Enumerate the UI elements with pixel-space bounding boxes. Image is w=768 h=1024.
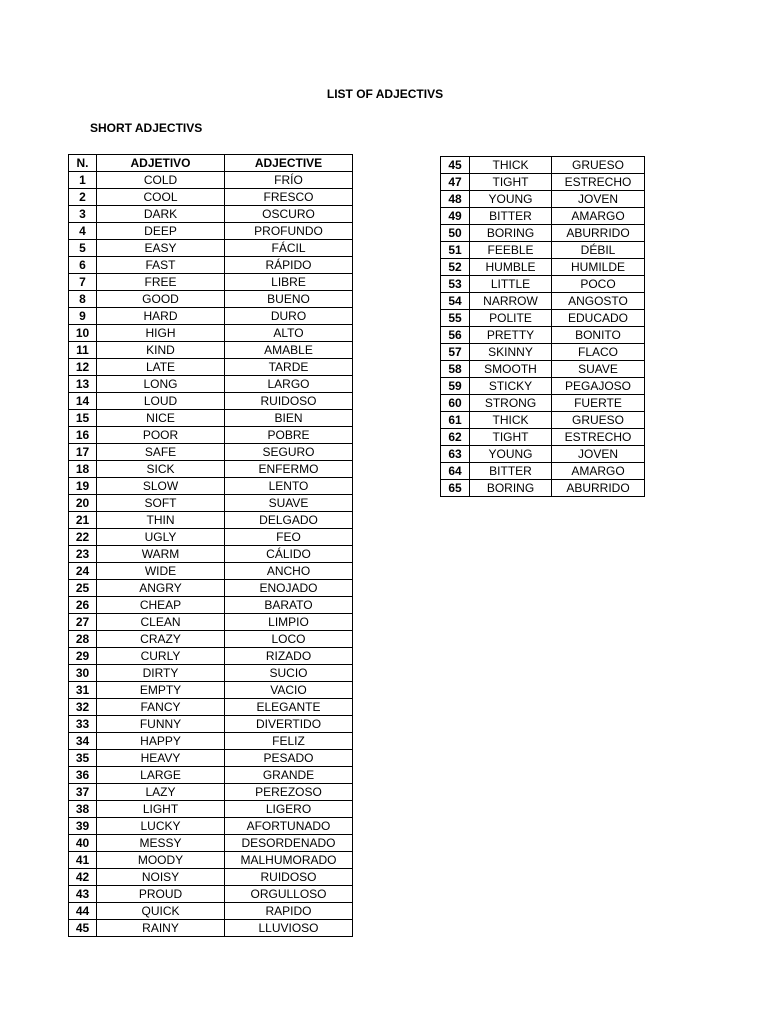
adjective-cell: AMARGO [552, 208, 645, 225]
adjective-cell: SUAVE [225, 495, 353, 512]
table-row [441, 480, 645, 497]
adjetivo-cell: THIN [97, 512, 225, 529]
adjective-cell: RUIDOSO [225, 869, 353, 886]
row-number: 63 [441, 446, 470, 463]
row-number: 41 [69, 852, 97, 869]
adjetivo-cell: COLD [97, 172, 225, 189]
row-number: 20 [69, 495, 97, 512]
adjetivo-cell: YOUNG [470, 446, 552, 463]
adjective-cell: LIMPIO [225, 614, 353, 631]
table-row [441, 412, 645, 429]
adjective-cell: FLACO [552, 344, 645, 361]
adjetivo-cell: LITTLE [470, 276, 552, 293]
adjective-cell: MALHUMORADO [225, 852, 353, 869]
table-row [69, 410, 353, 427]
row-number: 5 [69, 240, 97, 257]
table-row [69, 580, 353, 597]
adjetivo-cell: TIGHT [470, 429, 552, 446]
adjetivo-cell: HIGH [97, 325, 225, 342]
table-row [69, 665, 353, 682]
table-row [69, 393, 353, 410]
adjetivo-cell: STICKY [470, 378, 552, 395]
adjective-cell: TARDE [225, 359, 353, 376]
adjetivo-cell: FAST [97, 257, 225, 274]
adjetivo-cell: CURLY [97, 648, 225, 665]
adjetivo-cell: MOODY [97, 852, 225, 869]
adjective-cell: FELIZ [225, 733, 353, 750]
row-number: 33 [69, 716, 97, 733]
row-number: 51 [441, 242, 470, 259]
row-number: 9 [69, 308, 97, 325]
adjetivo-cell: KIND [97, 342, 225, 359]
adjective-cell: DÉBIL [552, 242, 645, 259]
adjetivo-cell: LONG [97, 376, 225, 393]
row-number: 42 [69, 869, 97, 886]
header-adjective: ADJECTIVE [225, 155, 353, 172]
table-row [69, 614, 353, 631]
adjective-cell: LENTO [225, 478, 353, 495]
row-number: 50 [441, 225, 470, 242]
adjective-cell: DURO [225, 308, 353, 325]
adjetivo-cell: HEAVY [97, 750, 225, 767]
table-row [69, 648, 353, 665]
row-number: 13 [69, 376, 97, 393]
row-number: 16 [69, 427, 97, 444]
adjective-cell: ORGULLOSO [225, 886, 353, 903]
adjetivo-cell: QUICK [97, 903, 225, 920]
row-number: 27 [69, 614, 97, 631]
adjective-cell: RÁPIDO [225, 257, 353, 274]
adjetivo-cell: SLOW [97, 478, 225, 495]
adjetivo-cell: LATE [97, 359, 225, 376]
adjective-cell: SUCIO [225, 665, 353, 682]
adjetivo-cell: FEEBLE [470, 242, 552, 259]
header-adjetivo: ADJETIVO [97, 155, 225, 172]
row-number: 23 [69, 546, 97, 563]
adjetivo-cell: SOFT [97, 495, 225, 512]
table-row [69, 240, 353, 257]
adjetivo-cell: FANCY [97, 699, 225, 716]
row-number: 22 [69, 529, 97, 546]
adjective-cell: FRESCO [225, 189, 353, 206]
table-row [69, 563, 353, 580]
table-row [441, 310, 645, 327]
adjective-cell: GRANDE [225, 767, 353, 784]
row-number: 7 [69, 274, 97, 291]
row-number: 54 [441, 293, 470, 310]
adjetivo-cell: BORING [470, 225, 552, 242]
adjetivo-cell: GOOD [97, 291, 225, 308]
adjetivo-cell: LUCKY [97, 818, 225, 835]
adjective-cell: SUAVE [552, 361, 645, 378]
adjective-cell: DESORDENADO [225, 835, 353, 852]
adjective-cell: ENOJADO [225, 580, 353, 597]
row-number: 32 [69, 699, 97, 716]
table-row [441, 344, 645, 361]
table-row [441, 327, 645, 344]
row-number: 24 [69, 563, 97, 580]
table-row [69, 172, 353, 189]
table-body-left [69, 172, 353, 937]
row-number: 4 [69, 223, 97, 240]
adjective-cell: AMABLE [225, 342, 353, 359]
adjective-cell: BONITO [552, 327, 645, 344]
adjective-cell: ABURRIDO [552, 480, 645, 497]
table-row [69, 444, 353, 461]
adjetivo-cell: BITTER [470, 463, 552, 480]
row-number: 36 [69, 767, 97, 784]
table-row [69, 886, 353, 903]
row-number: 57 [441, 344, 470, 361]
row-number: 14 [69, 393, 97, 410]
row-number: 64 [441, 463, 470, 480]
adjective-cell: PEGAJOSO [552, 378, 645, 395]
adjective-cell: ALTO [225, 325, 353, 342]
adjetivo-cell: LAZY [97, 784, 225, 801]
table-row [441, 463, 645, 480]
table-row [69, 512, 353, 529]
table-body-right [441, 157, 645, 497]
table-row [69, 682, 353, 699]
table-row [69, 206, 353, 223]
adjetivo-cell: LARGE [97, 767, 225, 784]
adjetivo-cell: YOUNG [470, 191, 552, 208]
row-number: 62 [441, 429, 470, 446]
table-row [69, 291, 353, 308]
adjetivo-cell: SMOOTH [470, 361, 552, 378]
row-number: 65 [441, 480, 470, 497]
adjective-cell: ANCHO [225, 563, 353, 580]
row-number: 10 [69, 325, 97, 342]
adjective-cell: FUERTE [552, 395, 645, 412]
adjetivo-cell: HUMBLE [470, 259, 552, 276]
row-number: 17 [69, 444, 97, 461]
row-number: 52 [441, 259, 470, 276]
table-row [69, 495, 353, 512]
table-row [69, 529, 353, 546]
adjective-cell: LLUVIOSO [225, 920, 353, 937]
table-header-row [69, 155, 353, 172]
row-number: 6 [69, 257, 97, 274]
adjective-cell: SEGURO [225, 444, 353, 461]
table-row [69, 461, 353, 478]
adjective-cell: ENFERMO [225, 461, 353, 478]
adjective-cell: LARGO [225, 376, 353, 393]
section-subtitle: SHORT ADJECTIVS [90, 121, 203, 135]
row-number: 35 [69, 750, 97, 767]
adjetivo-cell: RAINY [97, 920, 225, 937]
table-row [69, 818, 353, 835]
adjetivo-cell: CRAZY [97, 631, 225, 648]
table-row [69, 359, 353, 376]
adjective-cell: RAPIDO [225, 903, 353, 920]
adjective-cell: ESTRECHO [552, 174, 645, 191]
adjetivo-cell: WARM [97, 546, 225, 563]
row-number: 1 [69, 172, 97, 189]
table-row [69, 750, 353, 767]
adjetivo-cell: BORING [470, 480, 552, 497]
adjective-cell: PROFUNDO [225, 223, 353, 240]
row-number: 15 [69, 410, 97, 427]
table-row [69, 733, 353, 750]
adjetivo-cell: SAFE [97, 444, 225, 461]
adjetivo-cell: STRONG [470, 395, 552, 412]
table-row [441, 259, 645, 276]
row-number: 21 [69, 512, 97, 529]
adjetivo-cell: CLEAN [97, 614, 225, 631]
row-number: 56 [441, 327, 470, 344]
table-row [69, 546, 353, 563]
adjective-cell: JOVEN [552, 446, 645, 463]
table-row [441, 208, 645, 225]
table-row [69, 308, 353, 325]
adjetivo-cell: DEEP [97, 223, 225, 240]
row-number: 19 [69, 478, 97, 495]
row-number: 29 [69, 648, 97, 665]
adjetivo-cell: PROUD [97, 886, 225, 903]
row-number: 8 [69, 291, 97, 308]
adjetivo-cell: THICK [470, 412, 552, 429]
row-number: 48 [441, 191, 470, 208]
adjetivo-cell: FREE [97, 274, 225, 291]
adjective-cell: FRÍO [225, 172, 353, 189]
adjective-cell: EDUCADO [552, 310, 645, 327]
adjective-cell: DIVERTIDO [225, 716, 353, 733]
row-number: 37 [69, 784, 97, 801]
row-number: 31 [69, 682, 97, 699]
table-row [69, 189, 353, 206]
adjective-cell: POCO [552, 276, 645, 293]
adjective-cell: DELGADO [225, 512, 353, 529]
row-number: 53 [441, 276, 470, 293]
adjetivo-cell: EASY [97, 240, 225, 257]
adjetivo-cell: COOL [97, 189, 225, 206]
row-number: 49 [441, 208, 470, 225]
row-number: 58 [441, 361, 470, 378]
row-number: 59 [441, 378, 470, 395]
adjetivo-cell: SKINNY [470, 344, 552, 361]
table-row [69, 631, 353, 648]
table-row [69, 716, 353, 733]
adjetivo-cell: MESSY [97, 835, 225, 852]
adjetivo-cell: FUNNY [97, 716, 225, 733]
adjetivo-cell: EMPTY [97, 682, 225, 699]
adjective-cell: RUIDOSO [225, 393, 353, 410]
table-row [69, 376, 353, 393]
adjective-cell: ABURRIDO [552, 225, 645, 242]
row-number: 11 [69, 342, 97, 359]
table-row [441, 293, 645, 310]
row-number: 44 [69, 903, 97, 920]
adjetivo-cell: WIDE [97, 563, 225, 580]
adjective-cell: LIGERO [225, 801, 353, 818]
table-row [441, 191, 645, 208]
table-row [69, 869, 353, 886]
table-row [69, 274, 353, 291]
adjetivo-cell: NOISY [97, 869, 225, 886]
adjective-cell: PESADO [225, 750, 353, 767]
adjective-cell: BIEN [225, 410, 353, 427]
table-row [441, 242, 645, 259]
row-number: 60 [441, 395, 470, 412]
table-row [69, 801, 353, 818]
adjetivo-cell: ANGRY [97, 580, 225, 597]
adjetivo-cell: DARK [97, 206, 225, 223]
adjective-cell: BUENO [225, 291, 353, 308]
adjective-cell: AFORTUNADO [225, 818, 353, 835]
table-row [441, 361, 645, 378]
row-number: 61 [441, 412, 470, 429]
adjective-cell: ANGOSTO [552, 293, 645, 310]
table-row [69, 597, 353, 614]
row-number: 34 [69, 733, 97, 750]
adjetivo-cell: POLITE [470, 310, 552, 327]
table-row [69, 699, 353, 716]
row-number: 45 [69, 920, 97, 937]
adjetivo-cell: HAPPY [97, 733, 225, 750]
table-row [441, 276, 645, 293]
adjective-cell: ELEGANTE [225, 699, 353, 716]
table-row [441, 174, 645, 191]
adjetivo-cell: TIGHT [470, 174, 552, 191]
table-row [69, 427, 353, 444]
row-number: 43 [69, 886, 97, 903]
table-row [441, 225, 645, 242]
table-row [69, 478, 353, 495]
adjetivo-cell: LOUD [97, 393, 225, 410]
row-number: 18 [69, 461, 97, 478]
adjective-cell: RIZADO [225, 648, 353, 665]
adjective-cell: JOVEN [552, 191, 645, 208]
table-row [69, 223, 353, 240]
row-number: 45 [441, 157, 470, 174]
table-row [69, 852, 353, 869]
row-number: 28 [69, 631, 97, 648]
adjetivo-cell: NICE [97, 410, 225, 427]
adjetivo-cell: LIGHT [97, 801, 225, 818]
adjective-cell: BARATO [225, 597, 353, 614]
table-row [441, 157, 645, 174]
adjective-cell: POBRE [225, 427, 353, 444]
adjective-cell: LOCO [225, 631, 353, 648]
row-number: 25 [69, 580, 97, 597]
table-row [69, 767, 353, 784]
adjetivo-cell: DIRTY [97, 665, 225, 682]
adjective-cell: ESTRECHO [552, 429, 645, 446]
header-number: N. [69, 155, 97, 172]
adjetivo-cell: NARROW [470, 293, 552, 310]
adjective-cell: AMARGO [552, 463, 645, 480]
table-row [441, 395, 645, 412]
adjetivo-cell: CHEAP [97, 597, 225, 614]
row-number: 3 [69, 206, 97, 223]
table-row [441, 378, 645, 395]
adjective-cell: HUMILDE [552, 259, 645, 276]
table-row [69, 903, 353, 920]
adjective-cell: VACIO [225, 682, 353, 699]
adjetivo-cell: SICK [97, 461, 225, 478]
adjective-cell: FÁCIL [225, 240, 353, 257]
adjetivo-cell: HARD [97, 308, 225, 325]
adjetivo-cell: PRETTY [470, 327, 552, 344]
adjetivo-cell: UGLY [97, 529, 225, 546]
row-number: 47 [441, 174, 470, 191]
adjective-cell: CÁLIDO [225, 546, 353, 563]
adjective-cell: GRUESO [552, 157, 645, 174]
table-row [69, 920, 353, 937]
row-number: 12 [69, 359, 97, 376]
adjetivo-cell: BITTER [470, 208, 552, 225]
row-number: 55 [441, 310, 470, 327]
adjetivo-cell: THICK [470, 157, 552, 174]
row-number: 2 [69, 189, 97, 206]
row-number: 30 [69, 665, 97, 682]
adjective-cell: LIBRE [225, 274, 353, 291]
page-title: LIST OF ADJECTIVS [326, 87, 444, 101]
adjective-cell: GRUESO [552, 412, 645, 429]
row-number: 39 [69, 818, 97, 835]
table-row [69, 784, 353, 801]
adjective-cell: FEO [225, 529, 353, 546]
row-number: 26 [69, 597, 97, 614]
table-row [69, 325, 353, 342]
table-row [69, 257, 353, 274]
adjectives-table-right [440, 156, 645, 497]
table-row [441, 429, 645, 446]
table-row [441, 446, 645, 463]
adjetivo-cell: POOR [97, 427, 225, 444]
adjective-cell: OSCURO [225, 206, 353, 223]
table-row [69, 835, 353, 852]
adjectives-table-left [68, 154, 353, 937]
row-number: 38 [69, 801, 97, 818]
row-number: 40 [69, 835, 97, 852]
table-row [69, 342, 353, 359]
adjective-cell: PEREZOSO [225, 784, 353, 801]
